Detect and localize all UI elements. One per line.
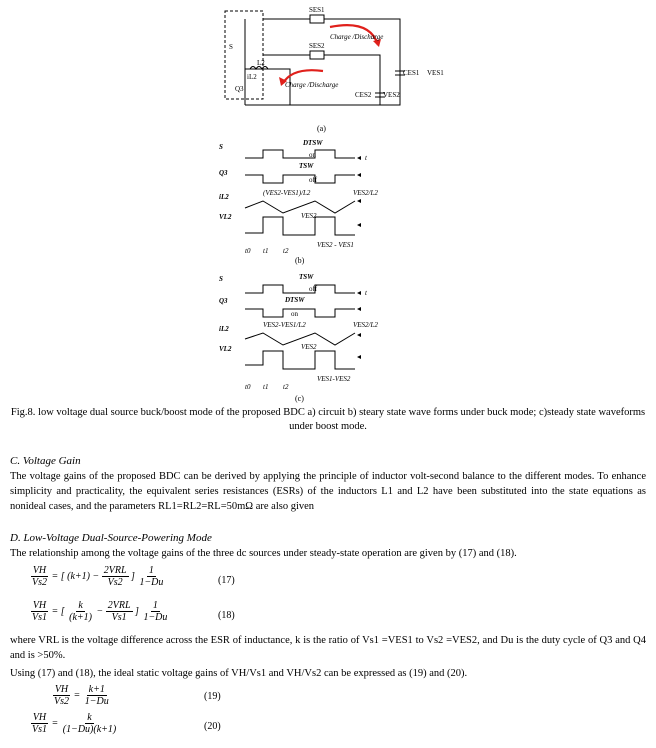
label-a: (a) [317, 124, 326, 133]
label-s: S [229, 43, 233, 51]
buck-label-tsw: TSW [299, 162, 314, 170]
boost-label-t1: t1 [263, 383, 269, 391]
label-ses2: SES2 [309, 42, 325, 50]
boost-label-t: t [365, 289, 367, 297]
section-c-heading: C. Voltage Gain [10, 455, 81, 467]
figure-8 [205, 5, 453, 405]
ses2-switch [310, 51, 324, 59]
label-b: (b) [295, 256, 305, 265]
label-c: (c) [295, 394, 304, 403]
section-c-text: The voltage gains of the proposed BDC can be derived by applying the principle of inductor volt-second balance to the different modes. To enhance simplicity and practicality, the equivalent series resistances (ESRs) of the inductors L1 and L2 have been substituted into the state equations as nonideal cases, and the parameters RL1=RL2=RL=50mΩ are also given [10, 471, 646, 512]
buck-label-s: S [219, 143, 223, 151]
boost-label-s: S [219, 275, 223, 283]
buck-il2-wave [245, 201, 355, 213]
buck-label-vl2: VL2 [219, 213, 232, 221]
equation-19-number: (19) [204, 691, 221, 702]
buck-label-t: t [365, 154, 367, 162]
boost-label-il2: iL2 [219, 325, 229, 333]
section-d-text: The relationship among the voltage gains of the three dc sources under steady-state operation are given by (17) and (18). [10, 548, 517, 559]
equation-18-number: (18) [218, 610, 235, 621]
label-il2: iL2 [247, 73, 257, 81]
equation-17: $\frac{VH}{Vs2}$ = [ (k+1) − $\frac{\text{2VRL}}{Vs2}$ ] $\frac{1}{1-Du}$ [32, 565, 164, 588]
buck-label-q3: Q3 [219, 169, 228, 177]
boost-label-tsw: TSW [299, 273, 314, 281]
boost-il2-wave [245, 333, 355, 345]
buck-label-slope2: VES2/L2 [353, 189, 378, 197]
boost-label-vl2: VL2 [219, 345, 232, 353]
label-l2: L2 [257, 59, 265, 67]
boost-label-t0: t0 [245, 383, 251, 391]
boost-label-on: on [291, 310, 298, 318]
boost-s-wave [245, 285, 355, 293]
where-text: where VRL is the voltage difference across the ESR of inductance, k is the ratio of Vs1 =VES1 to Vs2 =VES2, and Du is the duty cycle of Q3 and Q4 and is >50%. [10, 635, 646, 661]
equation-18: $\frac{VH}{Vs1}$ = [ $\frac{k}{(k+1)}$ − $\frac{\text{2VRL}}{Vs1}$ ] $\frac{1}{1-Du}$ [32, 600, 168, 623]
figure-caption: Fig.8. low voltage dual source buck/boost mode of the proposed BDC a) circuit b) steary state wave forms under buck mode; c)steady state waveforms under boost mode. [10, 407, 646, 432]
equation-17-number: (17) [218, 575, 235, 586]
boost-label-off: off [309, 285, 318, 293]
label-charge-bottom: Charge /Discharge [285, 81, 339, 89]
label-ves2: VES2 [383, 91, 400, 99]
buck-label-t0: t0 [245, 247, 251, 255]
section-d-heading: D. Low-Voltage Dual-Source-Powering Mode [10, 532, 212, 544]
circuit-diagram [225, 11, 405, 105]
boost-q3-wave [245, 309, 355, 317]
label-ves1: VES1 [427, 69, 444, 77]
boost-label-t2: t2 [283, 383, 289, 391]
boost-label-slope1: VES2-VES1/L2 [263, 321, 306, 329]
circuit-wires [245, 19, 400, 105]
label-ces2: CES2 [355, 91, 372, 99]
boost-label-ves2: VES2 [301, 343, 317, 351]
switch-box [225, 11, 263, 99]
equation-20: $\frac{VH}{Vs1}$ = $\frac{k}{(1-Du)(k+1)}$ [32, 712, 117, 735]
boost-label-slope2: VES2/L2 [353, 321, 378, 329]
equation-19: $\frac{VH}{Vs2}$ = $\frac{k+1}{1-Du}$ [54, 684, 109, 707]
boost-label-q3: Q3 [219, 297, 228, 305]
boost-label-dtsw: DTSW [285, 296, 305, 304]
label-charge-top: Charge /Discharge [330, 33, 384, 41]
buck-q3-wave [245, 175, 355, 183]
buck-label-slope1: (VES2-VES1)/L2 [263, 189, 311, 197]
buck-label-t2: t2 [283, 247, 289, 255]
buck-label-on: on [309, 151, 316, 159]
label-q3: Q3 [235, 85, 244, 93]
buck-label-ves2: VES2 [301, 212, 317, 220]
buck-label-ves2-ves1: VES2 - VES1 [317, 241, 354, 249]
label-ces1: CES1 [403, 69, 420, 77]
label-ses1: SES1 [309, 6, 325, 14]
buck-vl2-wave [245, 217, 355, 235]
buck-label-il2: iL2 [219, 193, 229, 201]
buck-label-t1: t1 [263, 247, 269, 255]
buck-label-off: off [309, 176, 318, 184]
equation-20-number: (20) [204, 721, 221, 732]
ses1-switch [310, 15, 324, 23]
using-text: Using (17) and (18), the ideal static voltage gains of VH/Vs1 and VH/Vs2 can be expressed as (19) and (20). [10, 668, 468, 679]
buck-label-dtsw: DTSW [303, 139, 323, 147]
boost-label-ves1-ves2: VES1-VES2 [317, 375, 351, 383]
boost-vl2-wave [245, 351, 355, 369]
buck-s-wave [245, 150, 355, 158]
